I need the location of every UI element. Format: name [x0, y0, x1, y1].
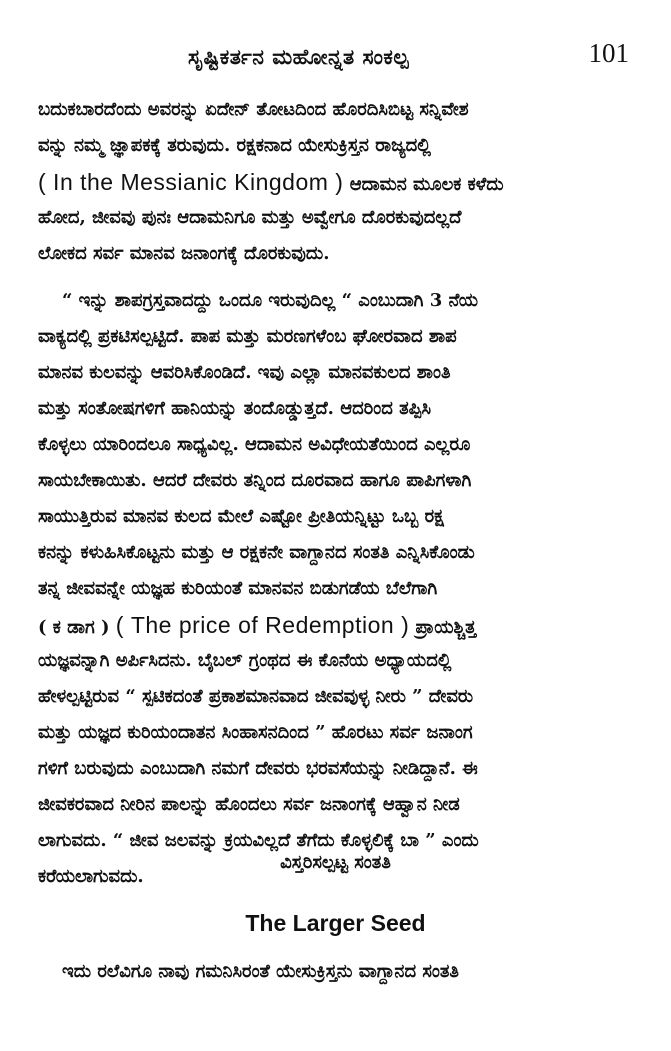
text-line: ಕರೆಯಲಾಗುವದು.	[38, 866, 144, 887]
text-fragment: ಪ್ರಾಯಶ್ಚಿತ್ತ	[415, 617, 477, 638]
text-line: ಸಾಯಬೇಕಾಯಿತು. ಆದರೆ ದೇವರು ತನ್ನಿಂದ ದೂರವಾದ ಹಾಗೂ ಪಾಪಿಗಳಾಗಿ	[38, 470, 472, 491]
text-line: ಲೋಕದ ಸರ್ವ ಮಾನವ ಜನಾಂಗಕ್ಕೆ ದೊರಕುವುದು.	[38, 243, 330, 264]
text-line: ವಾಕ್ಯದಲ್ಲಿ ಪ್ರಕಟಿಸಲ್ಪಟ್ಟಿದೆ. ಪಾಪ ಮತ್ತು ಮರಣಗಳೆಂಬ ಘೋರವಾದ ಶಾಪ	[38, 326, 457, 347]
text-line: ಕನನ್ನು ಕಳುಹಿಸಿಕೊಟ್ಟನು ಮತ್ತು ಆ ರಕ್ಷಕನೇ ವಾಗ್ದಾನದ ಸಂತತಿ ಎನ್ನಿಸಿಕೊಂಡು	[38, 542, 475, 563]
text-line-mixed	[38, 607, 637, 643]
text-line-mixed	[38, 164, 637, 200]
text-fragment: ಆದಾಮನ ಮೂಲಕ ಕಳೆದು	[349, 174, 504, 195]
text-line: ಹೋದ, ಜೀವವು ಪುನಃ ಆದಾಮನಿಗೂ ಮತ್ತು ಅವ್ವೇಗೂ ದೊರಕುವುದಲ್ಲದೆ	[38, 207, 462, 228]
text-line: ಜೀವಕರವಾದ ನೀರಿನ ಪಾಲನ್ನು ಹೊಂದಲು ಸರ್ವ ಜನಾಂಗಕ್ಕೆ ಆಹ್ವಾನ ನೀಡ	[38, 794, 460, 815]
text-line: ಮತ್ತು ಯಜ್ಞದ ಕುರಿಯಂದಾತನ ಸಿಂಹಾಸನದಿಂದ ” ಹೊರಟು ಸರ್ವ ಜನಾಂಗ	[38, 722, 473, 743]
text-line: ಸಾಯುತ್ತಿರುವ ಮಾನವ ಕುಲದ ಮೇಲೆ ಎಷ್ಟೋ ಪ್ರೀತಿಯನ್ನಿಟ್ಟು ಒಬ್ಬ ರಕ್ಷ	[38, 506, 444, 527]
text-line: ಯಜ್ಞವನ್ನಾಗಿ ಅರ್ಪಿಸಿದನು. ಬೈಬಲ್ ಗ್ರಂಥದ ಈ ಕೊನೆಯ ಅಧ್ಯಾಯದಲ್ಲಿ	[38, 650, 452, 671]
paragraph-1	[38, 92, 637, 272]
section-heading-english: The Larger Seed	[245, 910, 426, 936]
paragraph-3	[38, 954, 637, 990]
page-number: 101	[588, 38, 629, 68]
english-phrase: ( The price of Redemption )	[115, 612, 410, 638]
text-line: ಹೇಳಲ್ಪಟ್ಟಿರುವ “ ಸ್ಪಟಿಕದಂತೆ ಪ್ರಕಾಶಮಾನವಾದ ಜೀವವುಳ್ಳ ನೀರು ” ದೇವರು	[38, 686, 474, 707]
text-line: “ ಇನ್ನು ಶಾಪಗ್ರಸ್ತವಾದದ್ದು ಒಂದೂ ಇರುವುದಿಲ್ಲ “ ಎಂಬುದಾಗಿ 3 ನೆಯ	[62, 290, 479, 311]
text-fragment: ( ಕ ಡಾಗ )	[38, 617, 110, 638]
text-line: ಕೊಳ್ಳಲು ಯಾರಿಂದಲೂ ಸಾಧ್ಯವಿಲ್ಲ. ಆದಾಮನ ಅವಿಧೇಯತೆಯಿಂದ ಎಲ್ಲರೂ	[38, 434, 471, 455]
text-line: ಲಾಗುವದು. “ ಜೀವ ಜಲವನ್ನು ಕ್ರಯವಿಲ್ಲದೆ ತೆಗೆದು ಕೊಳ್ಳಲಿಕ್ಕೆ ಬಾ ” ಎಂದು	[38, 830, 479, 851]
running-title: ಸೃಷ್ಟಿಕರ್ತನ ಮಹೋನ್ನತ ಸಂಕಲ್ಪ	[188, 44, 410, 69]
page-header	[38, 38, 641, 78]
text-line: ಇದು ರಲೆವಿಗೂ ನಾವು ಗಮನಿಸಿರಂತೆ ಯೇಸುಕ್ರಿಸ್ತನು ವಾಗ್ದಾನದ ಸಂತತಿ	[62, 961, 459, 982]
paragraph-2	[38, 283, 637, 895]
text-line: ತನ್ನ ಜೀವವನ್ನೇ ಯಜ್ಞಹ ಕುರಿಯಂತೆ ಮಾನವನ ಬಿಡುಗಡೆಯ ಬೆಲೆಗಾಗಿ	[38, 578, 438, 599]
text-line: ಮತ್ತು ಸಂತೋಷಗಳಿಗೆ ಹಾನಿಯನ್ನು ತಂದೊಡ್ಡುತ್ತದೆ. ಆದರಿಂದ ತಪ್ಪಿಸಿ	[38, 398, 432, 419]
english-phrase: ( In the Messianic Kingdom )	[38, 169, 344, 195]
text-line: ಗಳಿಗೆ ಬರುವುದು ಎಂಬುದಾಗಿ ನಮಗೆ ದೇವರು ಭರವಸೆಯನ್ನು ನೀಡಿದ್ದಾನೆ. ಈ	[38, 758, 478, 779]
text-line: ವನ್ನು ನಮ್ಮ ಜ್ಞಾಪಕಕ್ಕೆ ತರುವುದು. ರಕ್ಷಕನಾದ ಯೇಸುಕ್ರಿಸ್ತನ ರಾಜ್ಯದಲ್ಲಿ	[38, 135, 431, 156]
text-line: ಮಾನವ ಕುಲವನ್ನು ಆವರಿಸಿಕೊಂಡಿದೆ. ಇವು ಎಲ್ಲಾ ಮಾನವಕುಲದ ಶಾಂತಿ	[38, 362, 451, 383]
text-line: ಬದುಕಬಾರದೆಂದು ಅವರನ್ನು ಏದೇನ್ ತೋಟದಿಂದ ಹೊರದಿಸಿಬಿಟ್ಟ ಸನ್ನಿವೇಶ	[38, 99, 469, 120]
section-subheading: ವಿಸ್ತರಿಸಲ್ಪಟ್ಟ ಸಂತತಿ	[280, 852, 391, 873]
